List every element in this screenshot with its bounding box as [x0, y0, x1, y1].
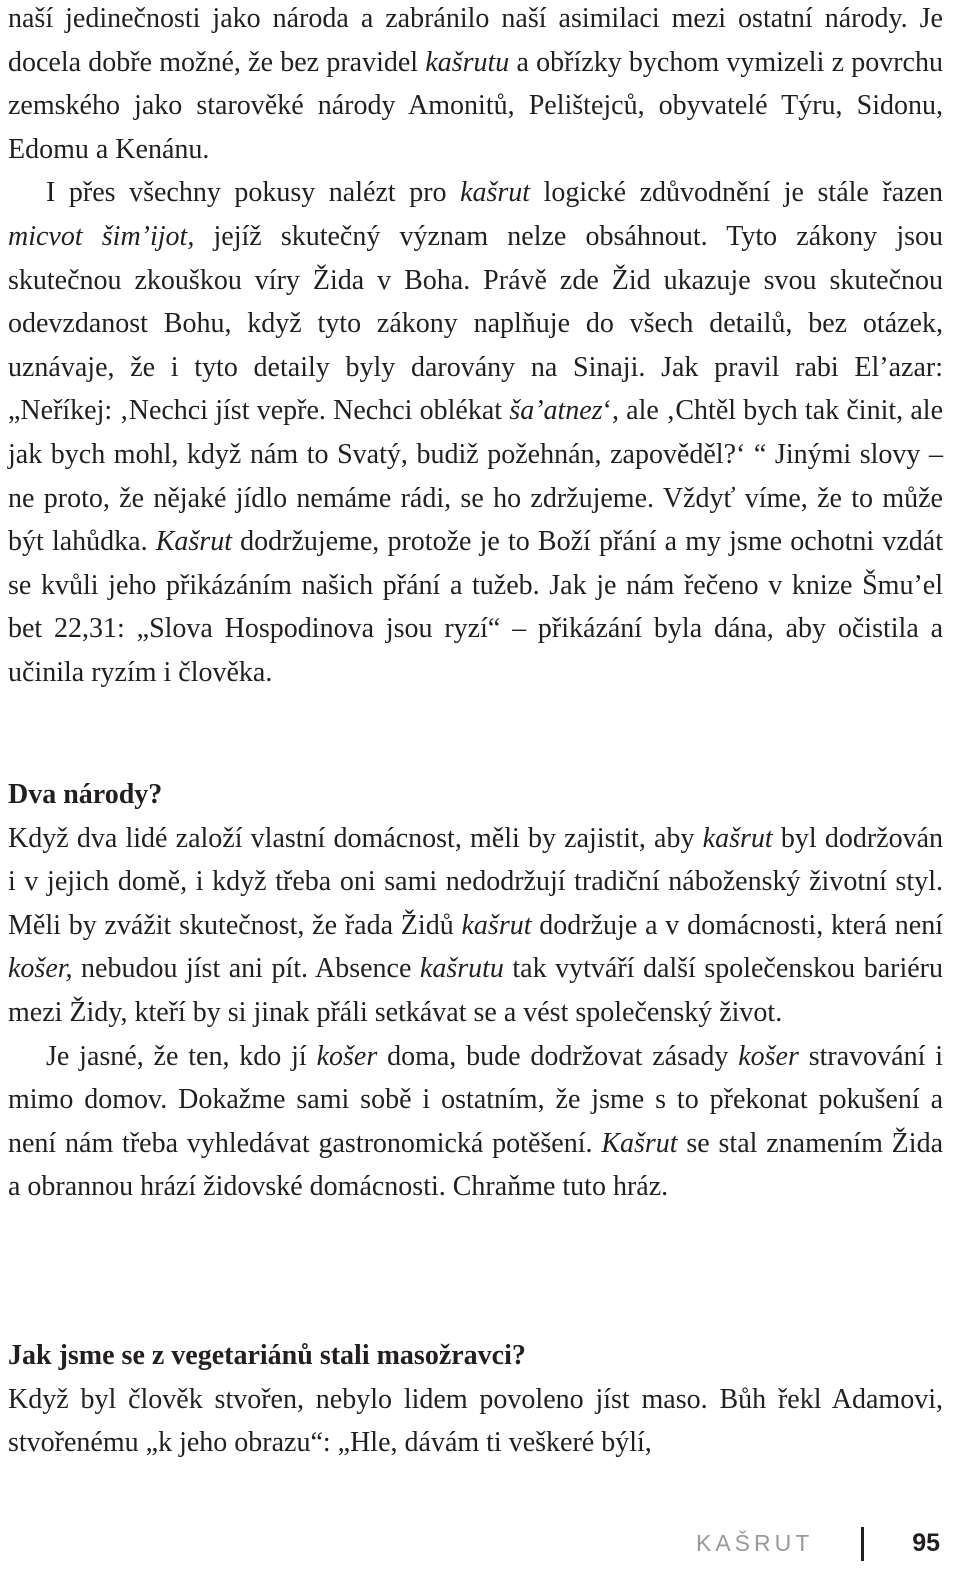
page-number: 95 — [912, 1529, 940, 1557]
paragraph: Je jasné, že ten, kdo jí košer doma, bude dodržovat zásady košer stravování i mimo domov. Dokažme sami sobě i ostatním, že jsme s to překonat pokušení a není nám třeba vyhledávat gastronomická potěšení. Kašrut se stal znamením Žida a obrannou hrází židovské domácnosti. Chraňme tuto hráz. — [8, 1040, 943, 1203]
paragraph: Když dva lidé založí vlastní domácnost, měli by zajistit, aby kašrut byl dodržován i v jejich domě, i když třeba oni sami nedodržují tradiční náboženský životní styl. Měli by zvážit skutečnost, že řada Židů kašrut dodržuje a v domácnosti, která není košer, nebudou jíst ani pít. Absence kašrutu tak vytváří další společenskou bariéru mezi Židy, kteří by si jinak přáli setkávat se a vést společenský život. — [8, 822, 944, 1028]
section-heading: Dva národy? — [8, 779, 163, 810]
paragraph: naší jedinečnosti jako národa a zabránilo naší asimilaci mezi ostatní národy. Je docela dobře možné, že bez pravidel kašrutu a obřízky bychom vymizeli z povrchu zemského jako starověké národy Amonitů, Pelištejců, obyvatelé Týru, Sidonu, Edomu a Kenánu. — [8, 3, 943, 165]
paragraph: I přes všechny pokusy nalézt pro kašrut logické zdůvodnění je stále řazen micvot šim’ijot, jejíž skutečný význam nelze obsáhnout. Tyto zákony jsou skutečnou zkouškou víry Žida v Boha. Právě zde Žid ukazuje svou skutečnou odevzdanost Bohu, když tyto zákony naplňuje do všech detailů, bez otázek, uznávaje, že i tyto detaily byly darovány na Sinaji. Jak pravil rabi El’azar: „Neříkej: ‚Nechci jíst vepře. Nechci oblékat ša’atnez‘, ale ‚Chtěl bych tak činit, ale jak bych mohl, když nám to Svatý, budiž požehnán, zapověděl?‘ “ Jinými slovy – ne proto, že nějaké jídlo nemáme rádi, se ho zdržujeme. Vždyť víme, že to může být lahůdka. Kašrut dodržujeme, protože je to Boží přání a my jsme ochotni vzdát se kvůli jeho přikázáním našich přání a tužeb. Jak je nám řečeno v knize Šmu’el bet 22,31: „Slova Hospodinova jsou ryzí“ – přikázání byla dána, aby očistila a učinila ryzím i člověka. — [8, 177, 944, 688]
section-heading: Jak jsme se z vegetariánů stali masožravci? — [8, 1340, 526, 1371]
text-block-1 — [8, 0, 943, 695]
paragraph: Když byl člověk stvořen, nebylo lidem povoleno jíst maso. Bůh řekl Adamovi, stvořenému „k jeho obrazu“: „Hle, dávám ti veškeré býlí, — [8, 1383, 943, 1459]
running-head: KAŠRUT — [696, 1530, 814, 1556]
text-block-3 — [8, 1334, 943, 1465]
footer-divider — [861, 1527, 864, 1561]
text-block-2 — [8, 773, 943, 1209]
